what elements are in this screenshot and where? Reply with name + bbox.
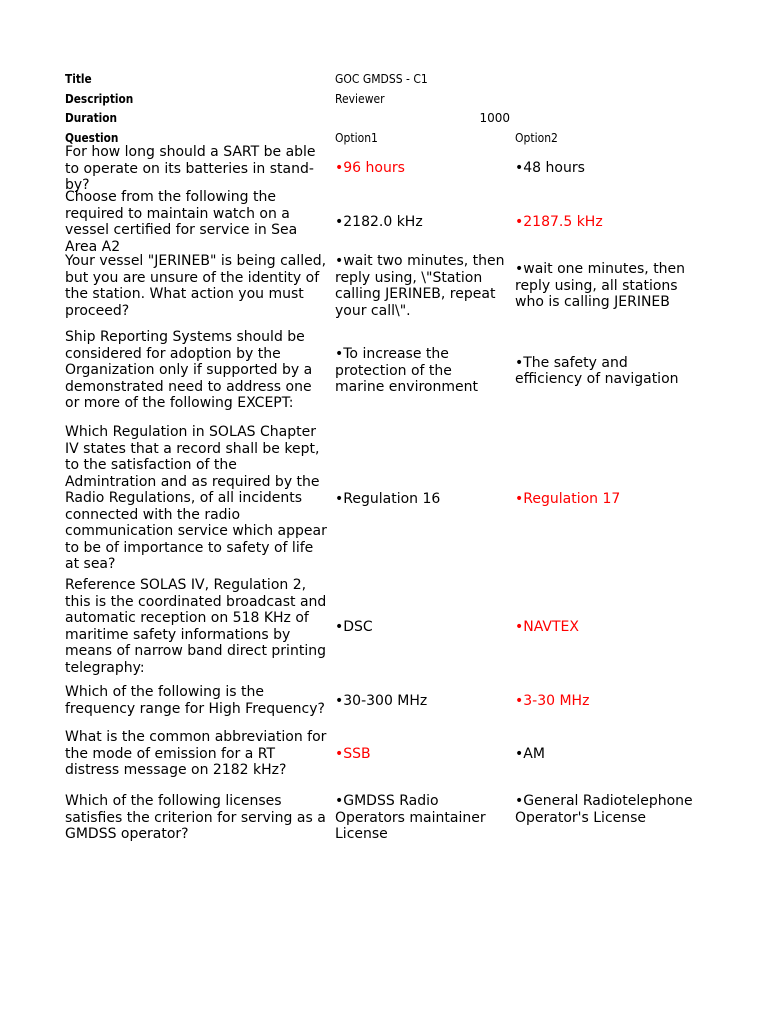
question-text: Ship Reporting Systems should be considered for adoption by the Organization only if supported by a demonstrated need to address one or more of the following EXCEPT: — [65, 329, 313, 411]
option1-text: •To increase the protection of the marine environment — [335, 346, 478, 396]
question-row — [65, 424, 745, 574]
option2-text: •wait one minutes, then reply using, all stations who is calling JERINEB — [515, 261, 686, 311]
question-text: Which of the following licenses satisfies the criterion for serving as a GMDSS operator? — [65, 793, 326, 842]
question-row — [65, 577, 745, 677]
option1-text: •wait two minutes, then reply using, \"Station calling JERINEB, repeat your call\". — [335, 253, 505, 319]
question-row — [65, 144, 745, 192]
option2-header: Option2 — [515, 130, 558, 145]
question-text: For how long should a SART be able to operate on its batteries in stand-by? — [65, 144, 316, 193]
description-value: Reviewer — [335, 91, 385, 106]
option2-text: •NAVTEX — [515, 618, 579, 635]
option1-text: •GMDSS Radio Operators maintainer License — [335, 793, 486, 842]
option2-text: •AM — [515, 745, 545, 762]
question-text: Which Regulation in SOLAS Chapter IV states that a record shall be kept, to the satisfaction of the Admintration and as required by the Radio Regulations, of all incidents connected with the radio communication service which appear to be of importance to safety of life at sea? — [65, 424, 327, 572]
title-value: GOC GMDSS - C1 — [335, 72, 428, 86]
option2-text: •Regulation 17 — [515, 490, 621, 507]
description-row — [65, 90, 715, 110]
option1-text: •DSC — [335, 618, 373, 635]
question-text: Your vessel "JERINEB" is being called, but you are unsure of the identity of the station. What action you must proceed? — [65, 253, 327, 319]
title-row — [65, 70, 715, 90]
question-row — [65, 189, 745, 255]
option1-text: •96 hours — [335, 159, 405, 176]
question-text: What is the common abbreviation for the mode of emission for a RT distress message on 2182 kHz? — [65, 729, 327, 778]
description-label: Description — [65, 91, 134, 106]
question-row — [65, 329, 745, 413]
option1-text: •SSB — [335, 745, 371, 762]
question-text: Reference SOLAS IV, Regulation 2, this is the coordinated broadcast and automatic reception on 518 KHz of maritime safety informations by means of narrow band direct printing telegraphy: — [65, 577, 327, 676]
option2-text: •2187.5 kHz — [515, 213, 603, 230]
duration-label: Duration — [65, 111, 118, 125]
option2-text: •The safety and efficiency of navigation — [515, 354, 679, 387]
title-label: Title — [65, 72, 92, 86]
duration-value: 1000 — [479, 111, 510, 125]
metadata-block — [65, 70, 715, 148]
option2-text: •48 hours — [515, 159, 585, 176]
question-row — [65, 793, 745, 843]
option1-text: •30-300 MHz — [335, 692, 428, 709]
option1-text: •2182.0 kHz — [335, 213, 423, 230]
question-header: Question — [65, 130, 119, 145]
question-row — [65, 684, 745, 718]
question-text: Choose from the following the required to maintain watch on a vessel certified for service in Sea Area A2 — [65, 189, 298, 255]
option2-text: •General Radiotelephone Operator's License — [515, 793, 693, 826]
duration-row — [65, 109, 715, 129]
question-row — [65, 253, 745, 319]
question-row — [65, 729, 745, 779]
option1-text: •Regulation 16 — [335, 490, 441, 507]
question-text: Which of the following is the frequency range for High Frequency? — [65, 684, 325, 717]
option1-header: Option1 — [335, 130, 378, 145]
option2-text: •3-30 MHz — [515, 692, 590, 709]
